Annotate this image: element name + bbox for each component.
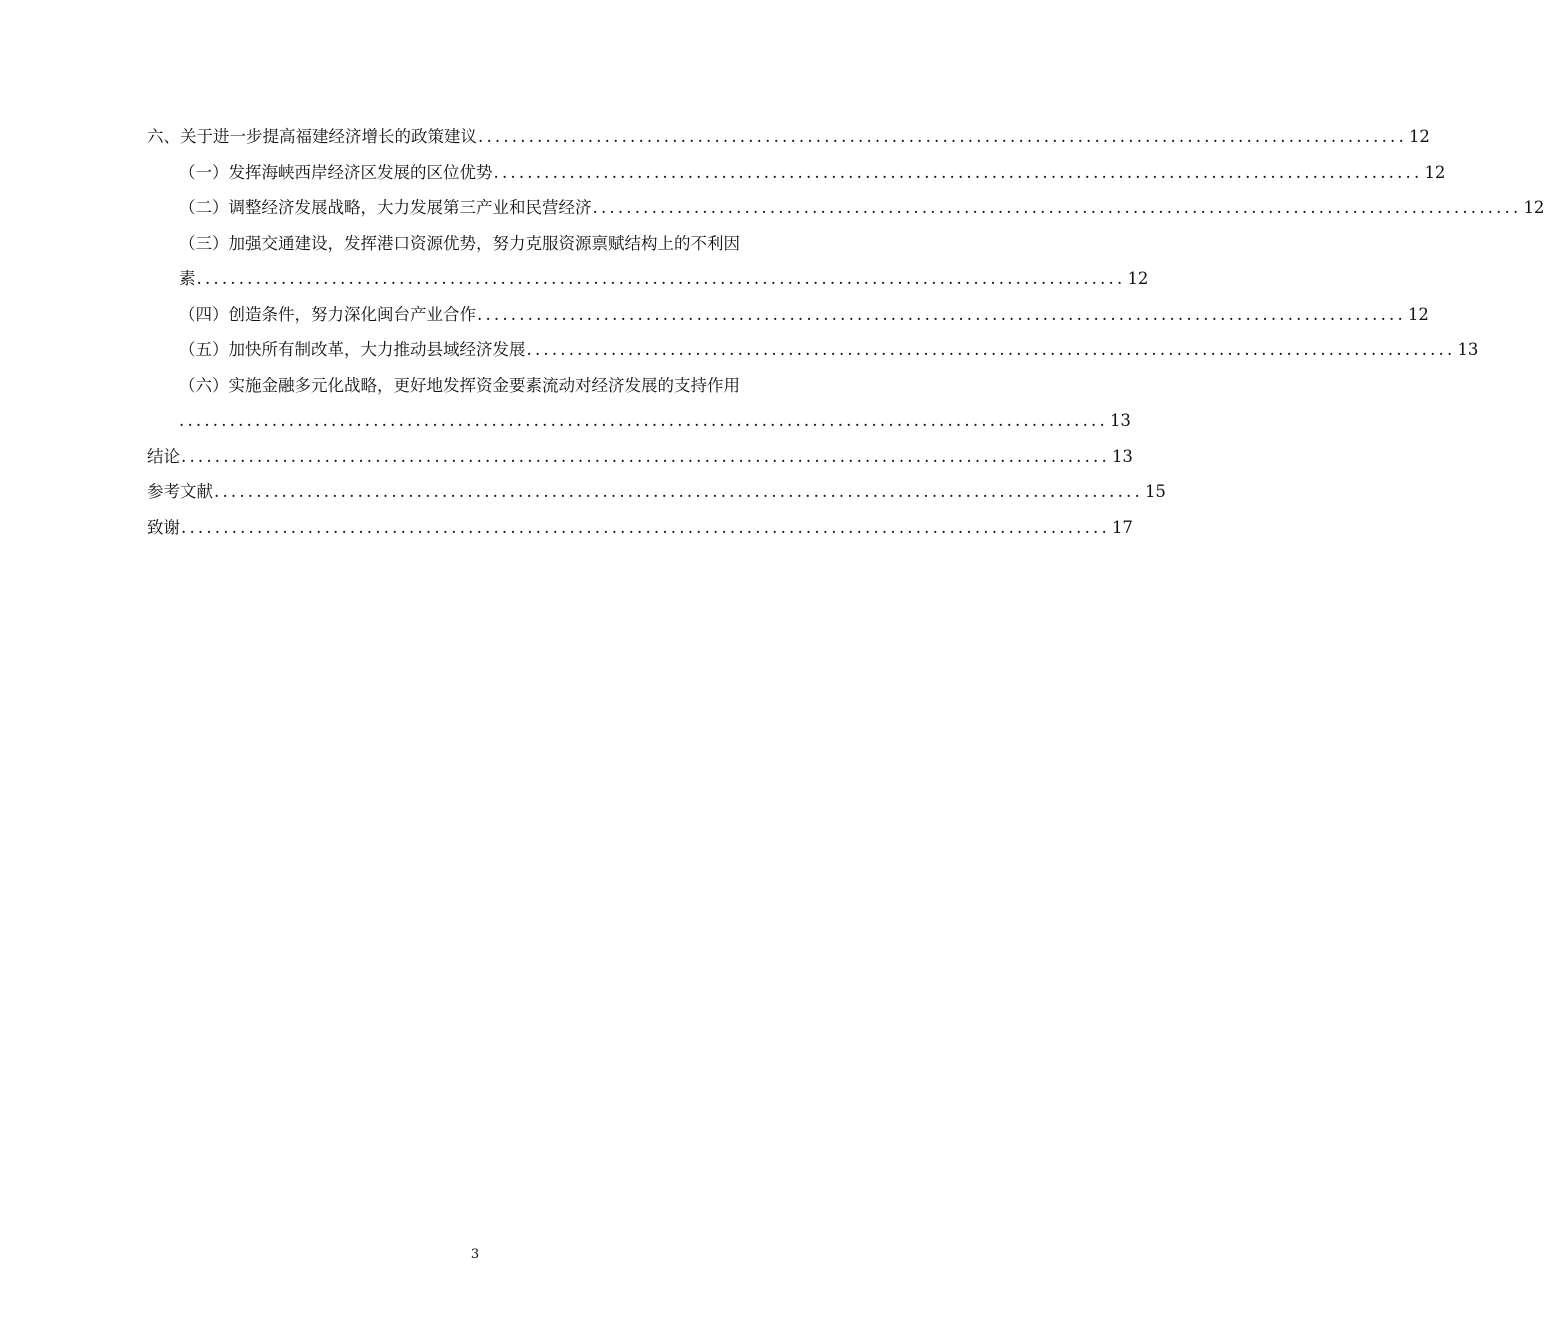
toc-entry-acknowledgements[interactable] [147,510,1133,546]
toc-entry-6-2[interactable] [147,190,1544,226]
toc-entry-page: 17 [1111,517,1133,537]
toc-entry-6-1[interactable] [147,155,1446,191]
toc-leader-dots: .............................................................................................................. [196,269,1126,288]
table-of-contents [147,119,1544,545]
toc-entry-title: （四）创造条件，努力深化闽台产业合作 [179,304,476,324]
toc-leader-dots: .............................................................................................................. [592,198,1522,217]
toc-leader-dots: .............................................................................................................. [181,446,1110,466]
toc-entry-title-line [147,368,805,404]
toc-entry-page: 12 [1408,127,1430,146]
toc-leader-dots: .............................................................................................................. [478,127,1407,146]
toc-entry-title: （五）加快所有制改革，大力推动县域经济发展 [179,340,526,359]
toc-entry-6-6[interactable] [147,368,1131,439]
toc-entry-conclusion[interactable] [147,439,1133,475]
toc-entry-title: （一）发挥海峡西岸经济区发展的区位优势 [179,162,493,182]
toc-entry-6-5[interactable] [147,332,1479,368]
toc-entry-6-3[interactable] [147,226,1149,297]
toc-entry-page: 12 [1424,162,1446,182]
toc-leader-dots: .............................................................................................................. [179,411,1108,430]
toc-leader-dots: .............................................................................................................. [477,304,1406,324]
toc-entry-references[interactable] [147,474,1166,510]
toc-entry-page: 12 [1127,269,1149,288]
toc-entry-title-continuation [147,261,1149,297]
toc-leader-dots: .............................................................................................................. [181,517,1110,537]
toc-entry-title: 参考文献 [147,482,213,501]
toc-leader-dots: .............................................................................................................. [526,340,1456,359]
toc-entry-page: 13 [1457,340,1479,359]
toc-leader-dots: .............................................................................................................. [493,162,1423,182]
toc-entry-title-continuation [147,403,1131,439]
toc-entry-page: 12 [1523,198,1544,217]
toc-entry-title: （二）调整经济发展战略，大力发展第三产业和民营经济 [179,198,592,217]
toc-entry-page: 13 [1109,411,1131,430]
toc-entry-title: （三）加强交通建设，发挥港口资源优势，努力克服资源禀赋结构上的不利因 [179,233,740,253]
toc-leader-dots: .............................................................................................................. [214,482,1143,501]
toc-entry-title: 六、关于进一步提高福建经济增长的政策建议 [147,127,477,146]
toc-entry-6-4[interactable] [147,297,1429,333]
toc-entry-title-line [147,226,805,262]
toc-entry-title-cont: 素 [179,269,196,288]
toc-entry-page: 12 [1407,304,1429,324]
toc-entry-section-6[interactable] [147,119,1430,155]
toc-entry-page: 15 [1144,482,1166,501]
toc-entry-title: 结论 [147,446,180,466]
toc-entry-page: 13 [1111,446,1133,466]
page-number: 3 [470,1247,480,1262]
toc-entry-title: 致谢 [147,517,180,537]
toc-entry-title: （六）实施金融多元化战略，更好地发挥资金要素流动对经济发展的支持作用 [179,375,740,395]
